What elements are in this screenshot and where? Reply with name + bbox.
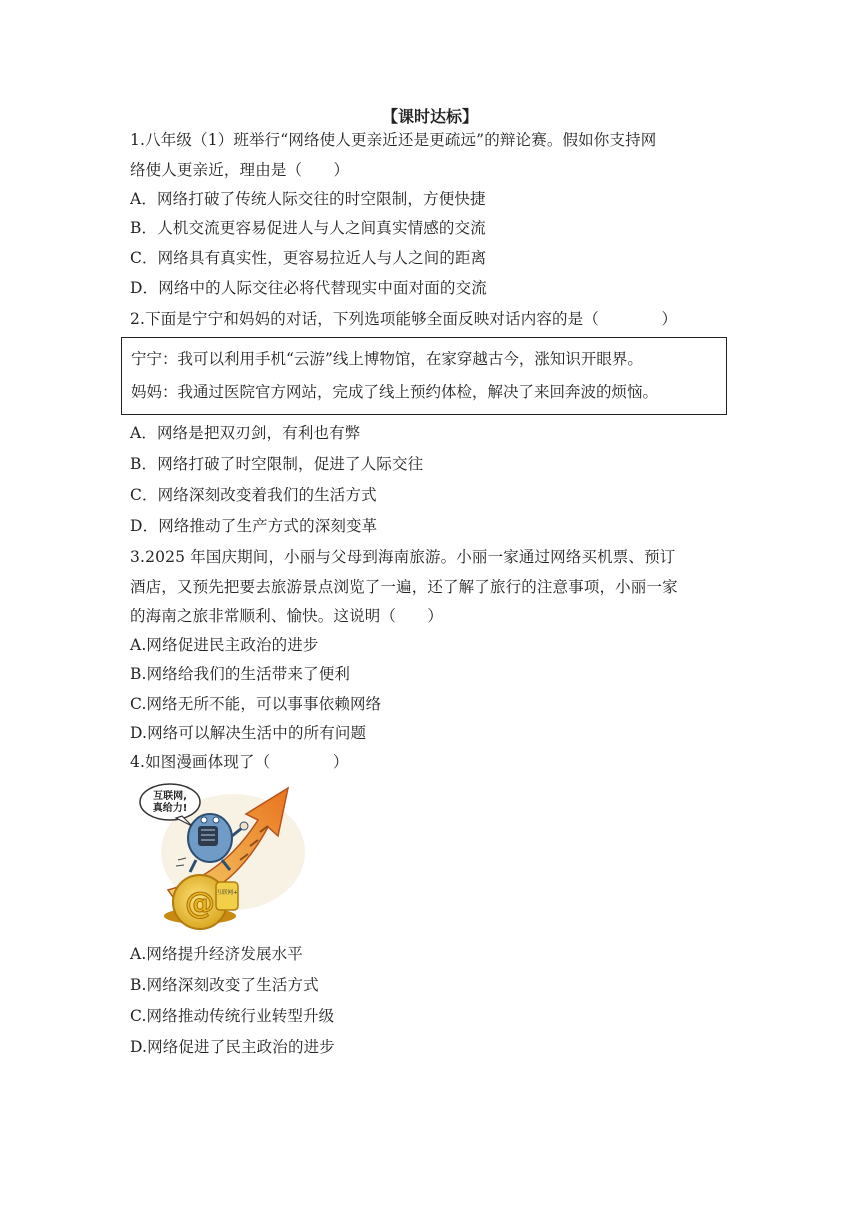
q3-option-c: C.网络无所不能，可以事事依赖网络 xyxy=(130,695,382,713)
q3-stem-line1: 3.2025 年国庆期间，小丽与父母到海南旅游。小丽一家通过网络买机票、预订 xyxy=(130,548,676,566)
q2-option-b: B．网络打破了时空限制，促进了人际交往 xyxy=(130,455,424,473)
dialog-box xyxy=(121,337,727,415)
q3-option-a: A.网络促进民主政治的进步 xyxy=(130,636,319,654)
q3-option-d: D.网络可以解决生活中的所有问题 xyxy=(130,724,367,742)
q2-option-c: C．网络深刻改变着我们的生活方式 xyxy=(130,486,377,504)
q1-option-c: C．网络具有真实性，更容易拉近人与人之间的距离 xyxy=(130,249,487,267)
q4-stem: 4.如图漫画体现了（ ） xyxy=(130,753,349,771)
q2-stem: 2.下面是宁宁和妈妈的对话，下列选项能够全面反映对话内容的是（ ） xyxy=(130,310,678,328)
svg-text:互联网,: 互联网, xyxy=(153,791,187,802)
svg-text:@: @ xyxy=(185,886,215,921)
q1-option-b: B．人机交流更容易促进人与人之间真实情感的交流 xyxy=(130,219,486,237)
q1-option-d: D．网络中的人际交往必将代替现实中面对面的交流 xyxy=(130,279,487,297)
q1-stem-line1: 1.八年级（1）班举行“网络使人更亲近还是更疏远”的辩论赛。假如你支持网 xyxy=(130,131,657,149)
q2-option-d: D．网络推动了生产方式的深刻变革 xyxy=(130,517,378,535)
dialog-line-ningning: 宁宁：我可以利用手机“云游”线上博物馆，在家穿越古今，涨知识开眼界。 xyxy=(131,350,643,368)
dialog-line-mother: 妈妈：我通过医院官方网站，完成了线上预约体检，解决了来回奔波的烦恼。 xyxy=(131,383,659,401)
svg-text:互联网+: 互联网+ xyxy=(216,890,238,896)
q4-option-c: C.网络推动传统行业转型升级 xyxy=(130,1007,335,1025)
section-title: 【课时达标】 xyxy=(381,107,478,126)
q4-option-d: D.网络促进了民主政治的进步 xyxy=(130,1038,335,1056)
q3-stem-line3: 的海南之旅非常顺利、愉快。这说明（ ） xyxy=(130,607,444,625)
q2-option-a: A．网络是把双刃剑，有利也有弊 xyxy=(130,424,361,442)
q3-option-b: B.网络给我们的生活带来了便利 xyxy=(130,665,351,683)
q4-option-b: B.网络深刻改变了生活方式 xyxy=(130,976,319,994)
q1-stem-line2: 络使人更亲近，理由是（ ） xyxy=(130,161,350,179)
q1-option-a: A．网络打破了传统人际交往的时空限制，方便快捷 xyxy=(130,190,486,208)
internet-comic-image xyxy=(138,780,308,930)
q3-stem-line2: 酒店，又预先把要去旅游景点浏览了一遍，还了解了旅行的注意事项，小丽一家 xyxy=(130,578,678,596)
q4-option-a: A.网络提升经济发展水平 xyxy=(130,945,303,963)
svg-text:真给力!: 真给力! xyxy=(152,803,188,814)
